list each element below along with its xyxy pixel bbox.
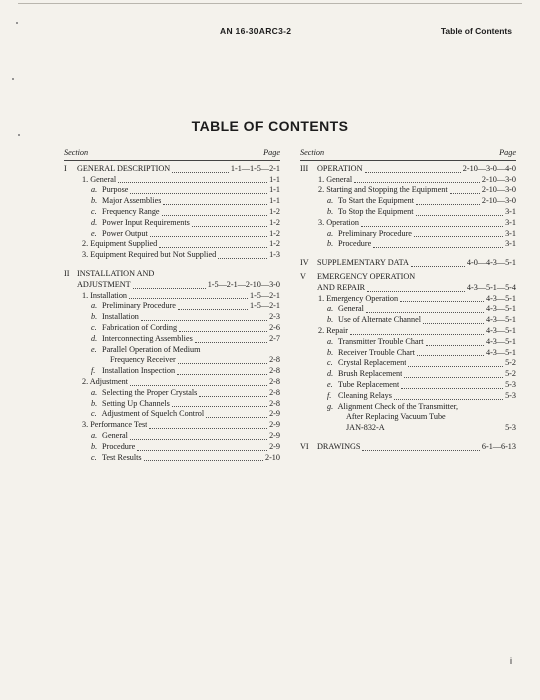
toc-left-column bbox=[64, 148, 280, 463]
entry-title: General bbox=[338, 304, 364, 314]
toc-entry-section-3[interactable] bbox=[300, 164, 516, 175]
scan-speck bbox=[18, 134, 20, 136]
entry-page: 4-3—5-1 bbox=[485, 304, 516, 314]
entry-title: AND REPAIR bbox=[317, 282, 366, 292]
entry-title: Power Output bbox=[102, 228, 148, 238]
toc-entry[interactable]: a. Transmitter Trouble Chart 4-3—5-1 bbox=[327, 336, 516, 346]
entry-page: 2-9 bbox=[269, 409, 280, 419]
toc-entry[interactable]: a. Selecting the Proper Crystals 2-8 bbox=[91, 387, 280, 397]
entry-page: 1-5—2-1 bbox=[249, 301, 280, 311]
entry-page: 6-1—6-13 bbox=[481, 441, 516, 451]
entry-title: Adjustment bbox=[89, 376, 128, 386]
toc-entry[interactable]: 2. Repair 4-3—5-1 bbox=[318, 325, 516, 335]
toc-entry[interactable]: 2. Adjustment 2-8 bbox=[82, 376, 280, 386]
entry-title: Equipment Required but Not Supplied bbox=[90, 250, 217, 260]
toc-entry[interactable]: 3. Operation 3-1 bbox=[318, 217, 516, 227]
entry-title: Transmitter Trouble Chart bbox=[337, 336, 424, 346]
entry-title: Test Results bbox=[101, 452, 142, 462]
entry-title: Repair bbox=[326, 325, 349, 335]
entry-page: 1-2 bbox=[269, 239, 280, 249]
entry-title: Equipment Supplied bbox=[90, 239, 158, 249]
entry-title: General bbox=[90, 174, 117, 184]
entry-title: SUPPLEMENTARY DATA bbox=[317, 258, 409, 268]
entry-page: 1-1 bbox=[269, 196, 280, 206]
entry-page: 3-1 bbox=[505, 239, 516, 249]
entry-page: 2-9 bbox=[269, 420, 280, 430]
entry-title: Tube Replacement bbox=[337, 379, 400, 389]
toc-entry-section-5-line1[interactable] bbox=[300, 272, 516, 283]
entry-title: General bbox=[326, 174, 353, 184]
entry-title: Procedure bbox=[102, 441, 136, 451]
toc-entry[interactable]: a. General 4-3—5-1 bbox=[327, 304, 516, 314]
entry-page: 2-8 bbox=[269, 366, 280, 376]
toc-entry[interactable]: a. Preliminary Procedure 1-5—2-1 bbox=[91, 301, 280, 311]
entry-page: 3-1 bbox=[505, 228, 516, 238]
entry-title: Emergency Operation bbox=[326, 293, 399, 303]
entry-title: Parallel Operation of Medium bbox=[102, 344, 201, 354]
toc-entry[interactable]: b. Installation 2-3 bbox=[91, 312, 280, 322]
toc-entry[interactable]: d. Brush Replacement 5-2 bbox=[327, 369, 516, 379]
entry-title: Crystal Replacement bbox=[338, 358, 407, 368]
section-header: Section bbox=[64, 148, 89, 157]
toc-entry[interactable]: 2. Equipment Supplied 1-2 bbox=[82, 239, 280, 249]
toc-entry[interactable]: 3. Performance Test 2-9 bbox=[82, 420, 280, 430]
toc-entry[interactable]: b. To Stop the Equipment 3-1 bbox=[327, 206, 516, 216]
toc-entry[interactable]: f. Cleaning Relays 5-3 bbox=[327, 390, 516, 400]
entry-page: 2-3 bbox=[269, 312, 280, 322]
entry-title: Preliminary Procedure bbox=[338, 228, 412, 238]
entry-title: Brush Replacement bbox=[338, 369, 403, 379]
toc-right-column bbox=[300, 148, 516, 453]
entry-title: Selecting the Proper Crystals bbox=[102, 387, 198, 397]
toc-entry[interactable]: c. Test Results 2-10 bbox=[91, 452, 280, 462]
section-number: I bbox=[64, 163, 67, 173]
entry-title: Cleaning Relays bbox=[338, 390, 392, 400]
entry-title: Procedure bbox=[338, 239, 372, 249]
entry-title: EMERGENCY OPERATION bbox=[317, 271, 416, 281]
toc-entry[interactable] bbox=[64, 355, 280, 366]
section-number: IV bbox=[300, 258, 309, 268]
entry-page: 2-9 bbox=[269, 430, 280, 440]
entry-page: 2-7 bbox=[269, 333, 280, 343]
entry-title: Fabrication of Cording bbox=[102, 322, 178, 332]
toc-entry-line1[interactable]: e. Parallel Operation of Medium bbox=[91, 344, 201, 354]
entry-page: 4-3—5-1 bbox=[485, 325, 516, 335]
page-title: TABLE OF CONTENTS bbox=[191, 118, 349, 134]
entry-title: Use of Alternate Channel bbox=[338, 315, 422, 325]
entry-page: 1-1—1-5—2-1 bbox=[230, 163, 280, 173]
entry-title: Frequency Receiver bbox=[110, 355, 176, 365]
column-header bbox=[64, 148, 280, 161]
toc-entry[interactable]: a. Purpose 1-1 bbox=[91, 185, 280, 195]
entry-title: DRAWINGS bbox=[317, 441, 361, 451]
toc-entry[interactable]: 2. Starting and Stopping the Equipment 2-10—3-0 bbox=[318, 185, 516, 195]
entry-title: ADJUSTMENT bbox=[77, 279, 131, 289]
running-title: Table of Contents bbox=[440, 26, 512, 36]
entry-title: JAN-832-A bbox=[346, 423, 385, 433]
toc-entry[interactable]: a. To Start the Equipment 2-10—3-0 bbox=[327, 196, 516, 206]
page-number: i bbox=[510, 656, 512, 666]
entry-title: Power Input Requirements bbox=[102, 217, 190, 227]
entry-page: 3-1 bbox=[505, 206, 516, 216]
toc-entry[interactable]: b. Procedure 2-9 bbox=[91, 441, 280, 451]
section-number: II bbox=[64, 268, 70, 278]
top-border-line bbox=[18, 3, 522, 4]
entry-title: Receiver Trouble Chart bbox=[338, 347, 415, 357]
page-header: Page bbox=[499, 148, 516, 157]
entry-page: 5-3 bbox=[505, 379, 516, 389]
entry-page: 1-2 bbox=[269, 217, 280, 227]
entry-page: 2-8 bbox=[269, 398, 280, 408]
toc-entry[interactable]: b. Major Assemblies 1-1 bbox=[91, 196, 280, 206]
entry-title: Adjustment of Squelch Control bbox=[101, 409, 205, 419]
toc-entry[interactable]: e. Power Output 1-2 bbox=[91, 228, 280, 238]
section-number: V bbox=[300, 271, 306, 281]
entry-page: 1-1 bbox=[269, 185, 280, 195]
document-number: AN 16-30ARC3-2 bbox=[220, 26, 292, 36]
toc-entry[interactable]: 1. Emergency Operation 4-3—5-1 bbox=[318, 293, 516, 303]
entry-page: 4-3—5-1 bbox=[485, 347, 516, 357]
toc-entry[interactable]: e. Tube Replacement 5-3 bbox=[327, 379, 516, 389]
section-header: Section bbox=[300, 148, 325, 157]
toc-entry[interactable]: c. Crystal Replacement 5-2 bbox=[327, 358, 516, 368]
toc-entry-section-1[interactable] bbox=[64, 164, 280, 175]
entry-title: Interconnecting Assemblies bbox=[102, 333, 193, 343]
entry-title: General bbox=[102, 430, 128, 440]
toc-entry[interactable]: b. Setting Up Channels 2-8 bbox=[91, 398, 280, 408]
entry-page: 5-2 bbox=[505, 369, 516, 379]
entry-title: Setting Up Channels bbox=[102, 398, 170, 408]
entry-title: Starting and Stopping the Equipment bbox=[326, 185, 448, 195]
toc-entry[interactable]: a. Preliminary Procedure 3-1 bbox=[327, 228, 516, 238]
entry-title: Performance Test bbox=[90, 420, 148, 430]
entry-page: 2-9 bbox=[269, 441, 280, 451]
toc-entry-section-5[interactable] bbox=[300, 283, 516, 294]
entry-page: 1-2 bbox=[269, 206, 280, 216]
entry-title: Installation bbox=[102, 312, 139, 322]
entry-title: INSTALLATION AND bbox=[77, 268, 155, 278]
entry-title: Operation bbox=[326, 217, 359, 227]
entry-title: Purpose bbox=[102, 185, 129, 195]
toc-entry-section-4[interactable] bbox=[300, 258, 516, 269]
entry-page: 4-3—5-1 bbox=[485, 315, 516, 325]
entry-title: Preliminary Procedure bbox=[102, 301, 176, 311]
column-header bbox=[300, 148, 516, 161]
entry-title: Installation bbox=[90, 290, 128, 300]
section-number: III bbox=[300, 163, 309, 173]
page-header: Page bbox=[263, 148, 280, 157]
toc-entry[interactable]: b. Use of Alternate Channel 4-3—5-1 bbox=[327, 315, 516, 325]
entry-page: 4-3—5-1 bbox=[485, 336, 516, 346]
entry-page: 5-2 bbox=[505, 358, 516, 368]
entry-page: 2-8 bbox=[269, 376, 280, 386]
entry-title: To Start the Equipment bbox=[337, 196, 414, 206]
entry-title: Installation Inspection bbox=[102, 366, 176, 376]
toc-entry[interactable]: c. Frequency Range 1-2 bbox=[91, 206, 280, 216]
entry-title: To Stop the Equipment bbox=[337, 206, 414, 216]
entry-page: 4-3—5-1 bbox=[485, 293, 516, 303]
toc-entry[interactable]: 1. General 1-1 bbox=[82, 174, 280, 184]
entry-page: 2-10—3-0 bbox=[481, 196, 516, 206]
toc-entry[interactable]: d. Power Input Requirements 1-2 bbox=[91, 217, 280, 227]
toc-entry[interactable]: c. Adjustment of Squelch Control 2-9 bbox=[91, 409, 280, 419]
entry-title: Alignment Check of the Transmitter, bbox=[337, 401, 459, 411]
toc-entry[interactable]: f. Installation Inspection 2-8 bbox=[91, 366, 280, 376]
entry-title: GENERAL DESCRIPTION bbox=[77, 163, 171, 173]
entry-page: 2-6 bbox=[269, 322, 280, 332]
toc-entry[interactable]: b. Receiver Trouble Chart 4-3—5-1 bbox=[327, 347, 516, 357]
entry-page: 3-1 bbox=[505, 217, 516, 227]
entry-page: 2-10—3-0 bbox=[481, 174, 516, 184]
entry-page: 1-1 bbox=[269, 174, 280, 184]
entry-page: 2-10—3-0—4-0 bbox=[462, 163, 516, 173]
entry-page: 4-0—4-3—5-1 bbox=[466, 258, 516, 268]
toc-entry[interactable]: c. Fabrication of Cording 2-6 bbox=[91, 322, 280, 332]
toc-entry[interactable]: 1. Installation 1-5—2-1 bbox=[82, 290, 280, 300]
entry-page: 1-5—2-1 bbox=[249, 290, 280, 300]
scan-speck bbox=[16, 22, 18, 24]
entry-page: 5-3 bbox=[505, 423, 516, 433]
entry-page: 5-3 bbox=[505, 390, 516, 400]
toc-entry[interactable]: 1. General 2-10—3-0 bbox=[318, 174, 516, 184]
entry-page: 1-2 bbox=[269, 228, 280, 238]
toc-entry[interactable]: 3. Equipment Required but Not Supplied 1-3 bbox=[82, 250, 280, 260]
entry-title: OPERATION bbox=[317, 163, 363, 173]
toc-entry[interactable]: d. Interconnecting Assemblies 2-7 bbox=[91, 333, 280, 343]
entry-title: After Replacing Vacuum Tube bbox=[346, 412, 446, 422]
entry-title: Major Assemblies bbox=[102, 196, 162, 206]
toc-entry[interactable] bbox=[300, 423, 516, 434]
scan-speck bbox=[12, 78, 14, 80]
toc-entry-section-2[interactable] bbox=[64, 280, 280, 291]
entry-page: 4-3—5-1—5-4 bbox=[466, 282, 516, 292]
toc-entry-line1[interactable]: g. Alignment Check of the Transmitter, bbox=[327, 401, 459, 411]
toc-entry-section-2-line1[interactable] bbox=[64, 269, 280, 280]
toc-entry-section-6[interactable] bbox=[300, 442, 516, 453]
entry-title: Frequency Range bbox=[102, 206, 160, 216]
entry-page: 1-5—2-1—2-10—3-0 bbox=[207, 279, 280, 289]
entry-page: 2-10—3-0 bbox=[481, 185, 516, 195]
toc-entry[interactable]: b. Procedure 3-1 bbox=[327, 239, 516, 249]
toc-entry[interactable]: a. General 2-9 bbox=[91, 430, 280, 440]
entry-page: 2-10 bbox=[264, 452, 280, 462]
entry-page: 2-8 bbox=[269, 355, 280, 365]
toc-entry-line2[interactable] bbox=[300, 412, 516, 423]
section-number: VI bbox=[300, 441, 309, 451]
entry-page: 2-8 bbox=[269, 387, 280, 397]
entry-page: 1-3 bbox=[269, 250, 280, 260]
